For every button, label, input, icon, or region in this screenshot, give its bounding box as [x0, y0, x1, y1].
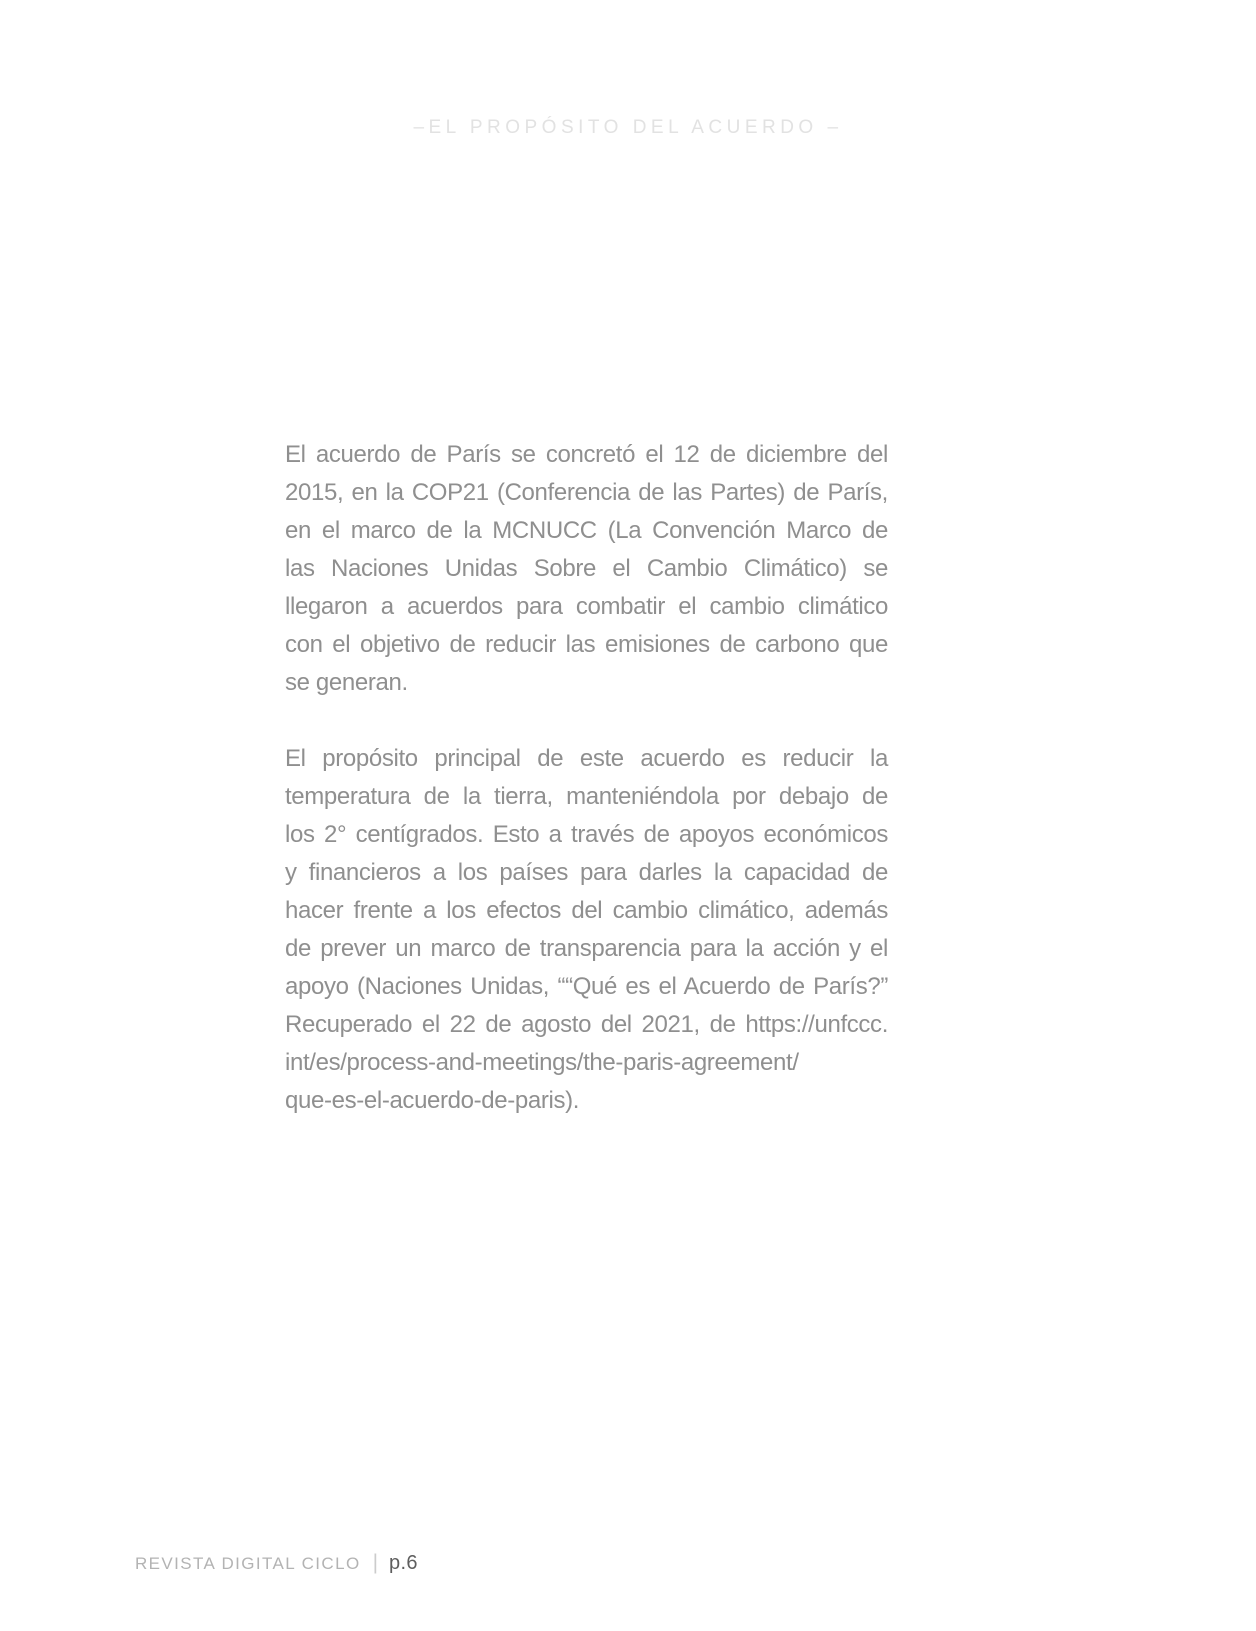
paragraph-line: Recuperado el 22 de agosto del 2021, de https://unfccc.	[285, 1011, 888, 1038]
paragraph-line: que-es-el-acuerdo-de-paris).	[285, 1087, 580, 1114]
paragraph-line: hacer frente a los efectos del cambio climático, además	[285, 897, 888, 924]
paragraph-line: El acuerdo de París se concretó el 12 de diciembre del	[285, 441, 888, 468]
publication-name: REVISTA DIGITAL CICLO	[135, 1554, 361, 1573]
paragraph	[285, 740, 888, 1120]
paragraph	[285, 436, 888, 702]
footer-separator: |	[372, 1551, 379, 1574]
paragraph-line: las Naciones Unidas Sobre el Cambio Climático) se	[285, 555, 888, 582]
paragraph-line: en el marco de la MCNUCC (La Convención Marco de	[285, 517, 888, 544]
page-footer	[135, 1551, 418, 1575]
paragraph-line: int/es/process-and-meetings/the-paris-agreement/	[285, 1049, 799, 1076]
article-body	[285, 436, 888, 1158]
paragraph-line: y financieros a los países para darles la capacidad de	[285, 859, 888, 886]
paragraph-line: apoyo (Naciones Unidas, ““Qué es el Acuerdo de París?”	[285, 973, 888, 1000]
section-title: –EL PROPÓSITO DEL ACUERDO –	[413, 117, 843, 138]
paragraph-line: con el objetivo de reducir las emisiones de carbono que	[285, 631, 888, 658]
paragraph-line: llegaron a acuerdos para combatir el cambio climático	[285, 593, 888, 620]
paragraph-line: El propósito principal de este acuerdo es reducir la	[285, 745, 888, 772]
paragraph-line: de prever un marco de transparencia para la acción y el	[285, 935, 888, 962]
paragraph-line: los 2° centígrados. Esto a través de apoyos económicos	[285, 821, 888, 848]
paragraph-line: temperatura de la tierra, manteniéndola por debajo de	[285, 783, 888, 810]
section-header	[0, 116, 1256, 140]
page-number: p.6	[389, 1552, 418, 1574]
paragraph-line: 2015, en la COP21 (Conferencia de las Partes) de París,	[285, 479, 888, 506]
paragraph-line: se generan.	[285, 669, 408, 696]
